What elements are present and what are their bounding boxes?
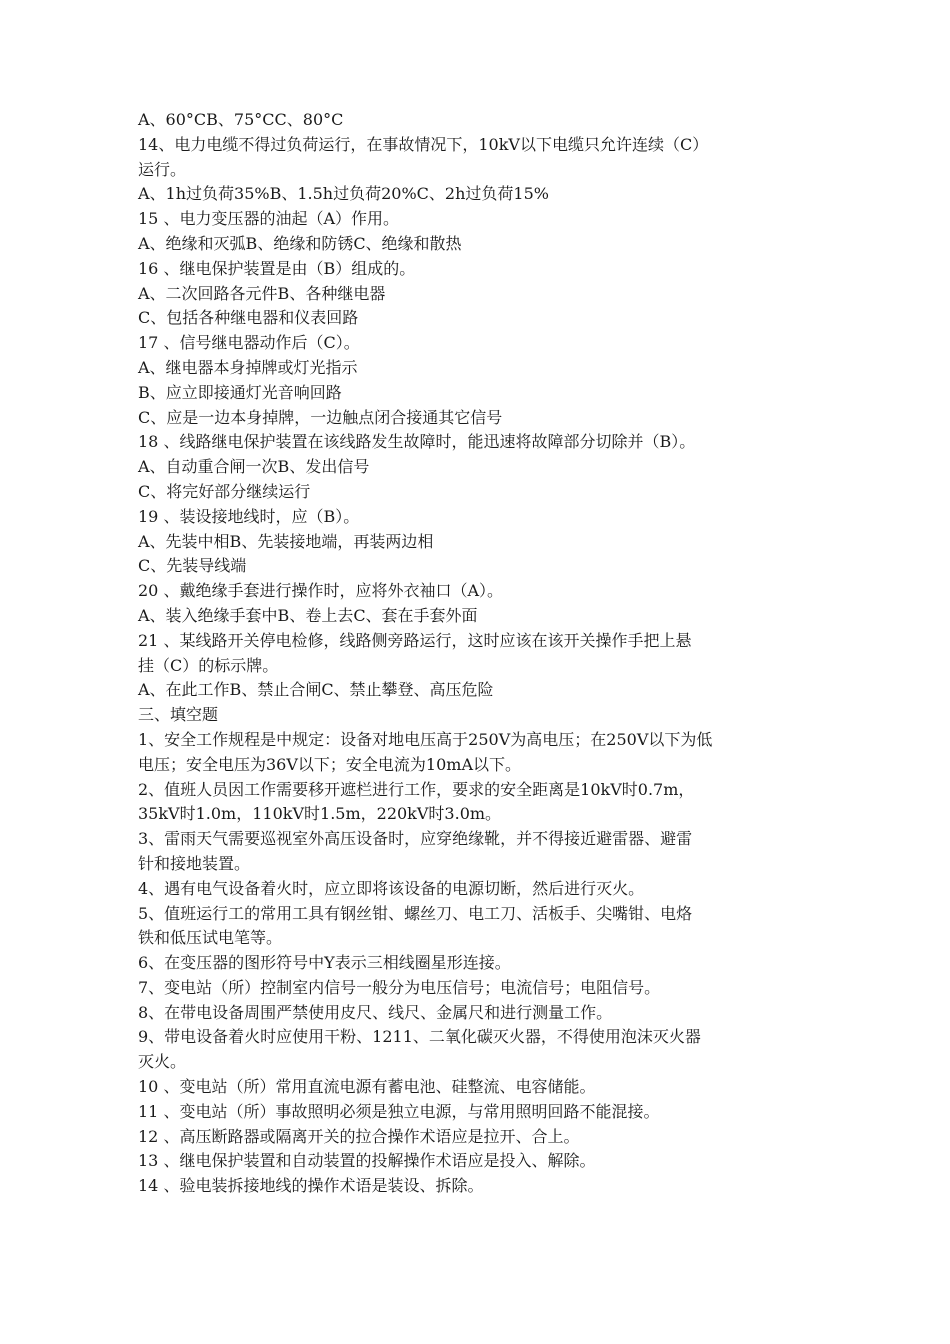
text-line: 10 、变电站（所）常用直流电源有蓄电池、硅整流、电容储能。 <box>138 1077 596 1097</box>
text-line: 16 、继电保护装置是由（B）组成的。 <box>138 258 416 278</box>
text-line: 21 、某线路开关停电检修，线路侧旁路运行，这时应该在该开关操作手把上悬 <box>138 630 692 650</box>
text-line: C、应是一边本身掉牌，一边触点闭合接通其它信号 <box>138 407 503 427</box>
text-line: A、继电器本身掉牌或灯光指示 <box>138 357 358 377</box>
text-line: 35kV时1.0m，110kV时1.5m，220kV时3.0m。 <box>138 804 502 824</box>
text-line: 12 、高压断路器或隔离开关的拉合操作术语应是拉开、合上。 <box>138 1126 580 1146</box>
text-line: A、1h过负荷35%B、1.5h过负荷20%C、2h过负荷15% <box>138 184 549 204</box>
text-line: 14 、验电装拆接地线的操作术语是装设、拆除。 <box>138 1176 484 1196</box>
text-line: 7、变电站（所）控制室内信号一般分为电压信号；电流信号；电阻信号。 <box>138 977 661 997</box>
text-line: 6、在变压器的图形符号中Y表示三相线圈星形连接。 <box>138 953 511 973</box>
text-line: 针和接地装置。 <box>138 853 251 873</box>
text-line: 3、雷雨天气需要巡视室外高压设备时，应穿绝缘靴，并不得接近避雷器、避雷 <box>138 829 693 849</box>
text-line: 19 、装设接地线时，应（B）。 <box>138 506 360 526</box>
text-line: 2、值班人员因工作需要移开遮栏进行工作，要求的安全距离是10kV时0.7m， <box>138 779 695 799</box>
text-line: 20 、戴绝缘手套进行操作时，应将外衣袖口（A）。 <box>138 581 504 601</box>
text-line: A、装入绝缘手套中B、卷上去C、套在手套外面 <box>138 605 478 625</box>
text-line: A、二次回路各元件B、各种继电器 <box>138 283 386 303</box>
text-line: 电压；安全电压为36V以下；安全电流为10mA以下。 <box>138 754 522 774</box>
text-line: 18 、线路继电保护装置在该线路发生故障时，能迅速将故障部分切除并（B）。 <box>138 432 696 452</box>
text-line: 4、遇有电气设备着火时，应立即将该设备的电源切断，然后进行灭火。 <box>138 878 645 898</box>
text-line: C、将完好部分继续运行 <box>138 481 311 501</box>
text-line: A、60°CB、75°CC、80°C <box>138 110 344 129</box>
text-line: 8、在带电设备周围严禁使用皮尺、线尺、金属尺和进行测量工作。 <box>138 1002 613 1022</box>
text-line: 1、安全工作规程是中规定：设备对地电压高于250V为高电压；在250V以下为低 <box>138 729 713 749</box>
text-line: 挂（C）的标示牌。 <box>138 655 279 675</box>
document-page <box>138 108 818 1199</box>
text-line: 运行。 <box>138 159 187 179</box>
text-line: 13 、继电保护装置和自动装置的投解操作术语应是投入、解除。 <box>138 1151 596 1171</box>
text-line: 14、电力电缆不得过负荷运行，在事故情况下，10kV以下电缆只允许连续（C） <box>138 134 709 154</box>
text-line: 铁和低压试电笔等。 <box>138 928 283 948</box>
text-line: 11 、变电站（所）事故照明必须是独立电源，与常用照明回路不能混接。 <box>138 1101 660 1121</box>
text-line: 5、值班运行工的常用工具有钢丝钳、螺丝刀、电工刀、活板手、尖嘴钳、电烙 <box>138 903 693 923</box>
text-line: A、在此工作B、禁止合闸C、禁止攀登、高压危险 <box>138 680 494 700</box>
text-line: C、包括各种继电器和仪表回路 <box>138 308 359 328</box>
section-heading: 三、填空题 <box>138 705 219 725</box>
text-line: 灭火。 <box>138 1052 187 1072</box>
text-line: A、自动重合闸一次B、发出信号 <box>138 457 370 477</box>
text-line: B、应立即接通灯光音响回路 <box>138 382 342 402</box>
text-line: A、绝缘和灭弧B、绝缘和防锈C、绝缘和散热 <box>138 233 462 253</box>
text-line: C、先装导线端 <box>138 556 247 576</box>
text-line: 15 、电力变压器的油起（A）作用。 <box>138 209 400 229</box>
text-line: 9、带电设备着火时应使用干粉、1211、二氧化碳灭火器，不得使用泡沫灭火器 <box>138 1027 701 1047</box>
text-line: A、先装中相B、先装接地端，再装两边相 <box>138 531 434 551</box>
text-line: 17 、信号继电器动作后（C）。 <box>138 333 360 353</box>
